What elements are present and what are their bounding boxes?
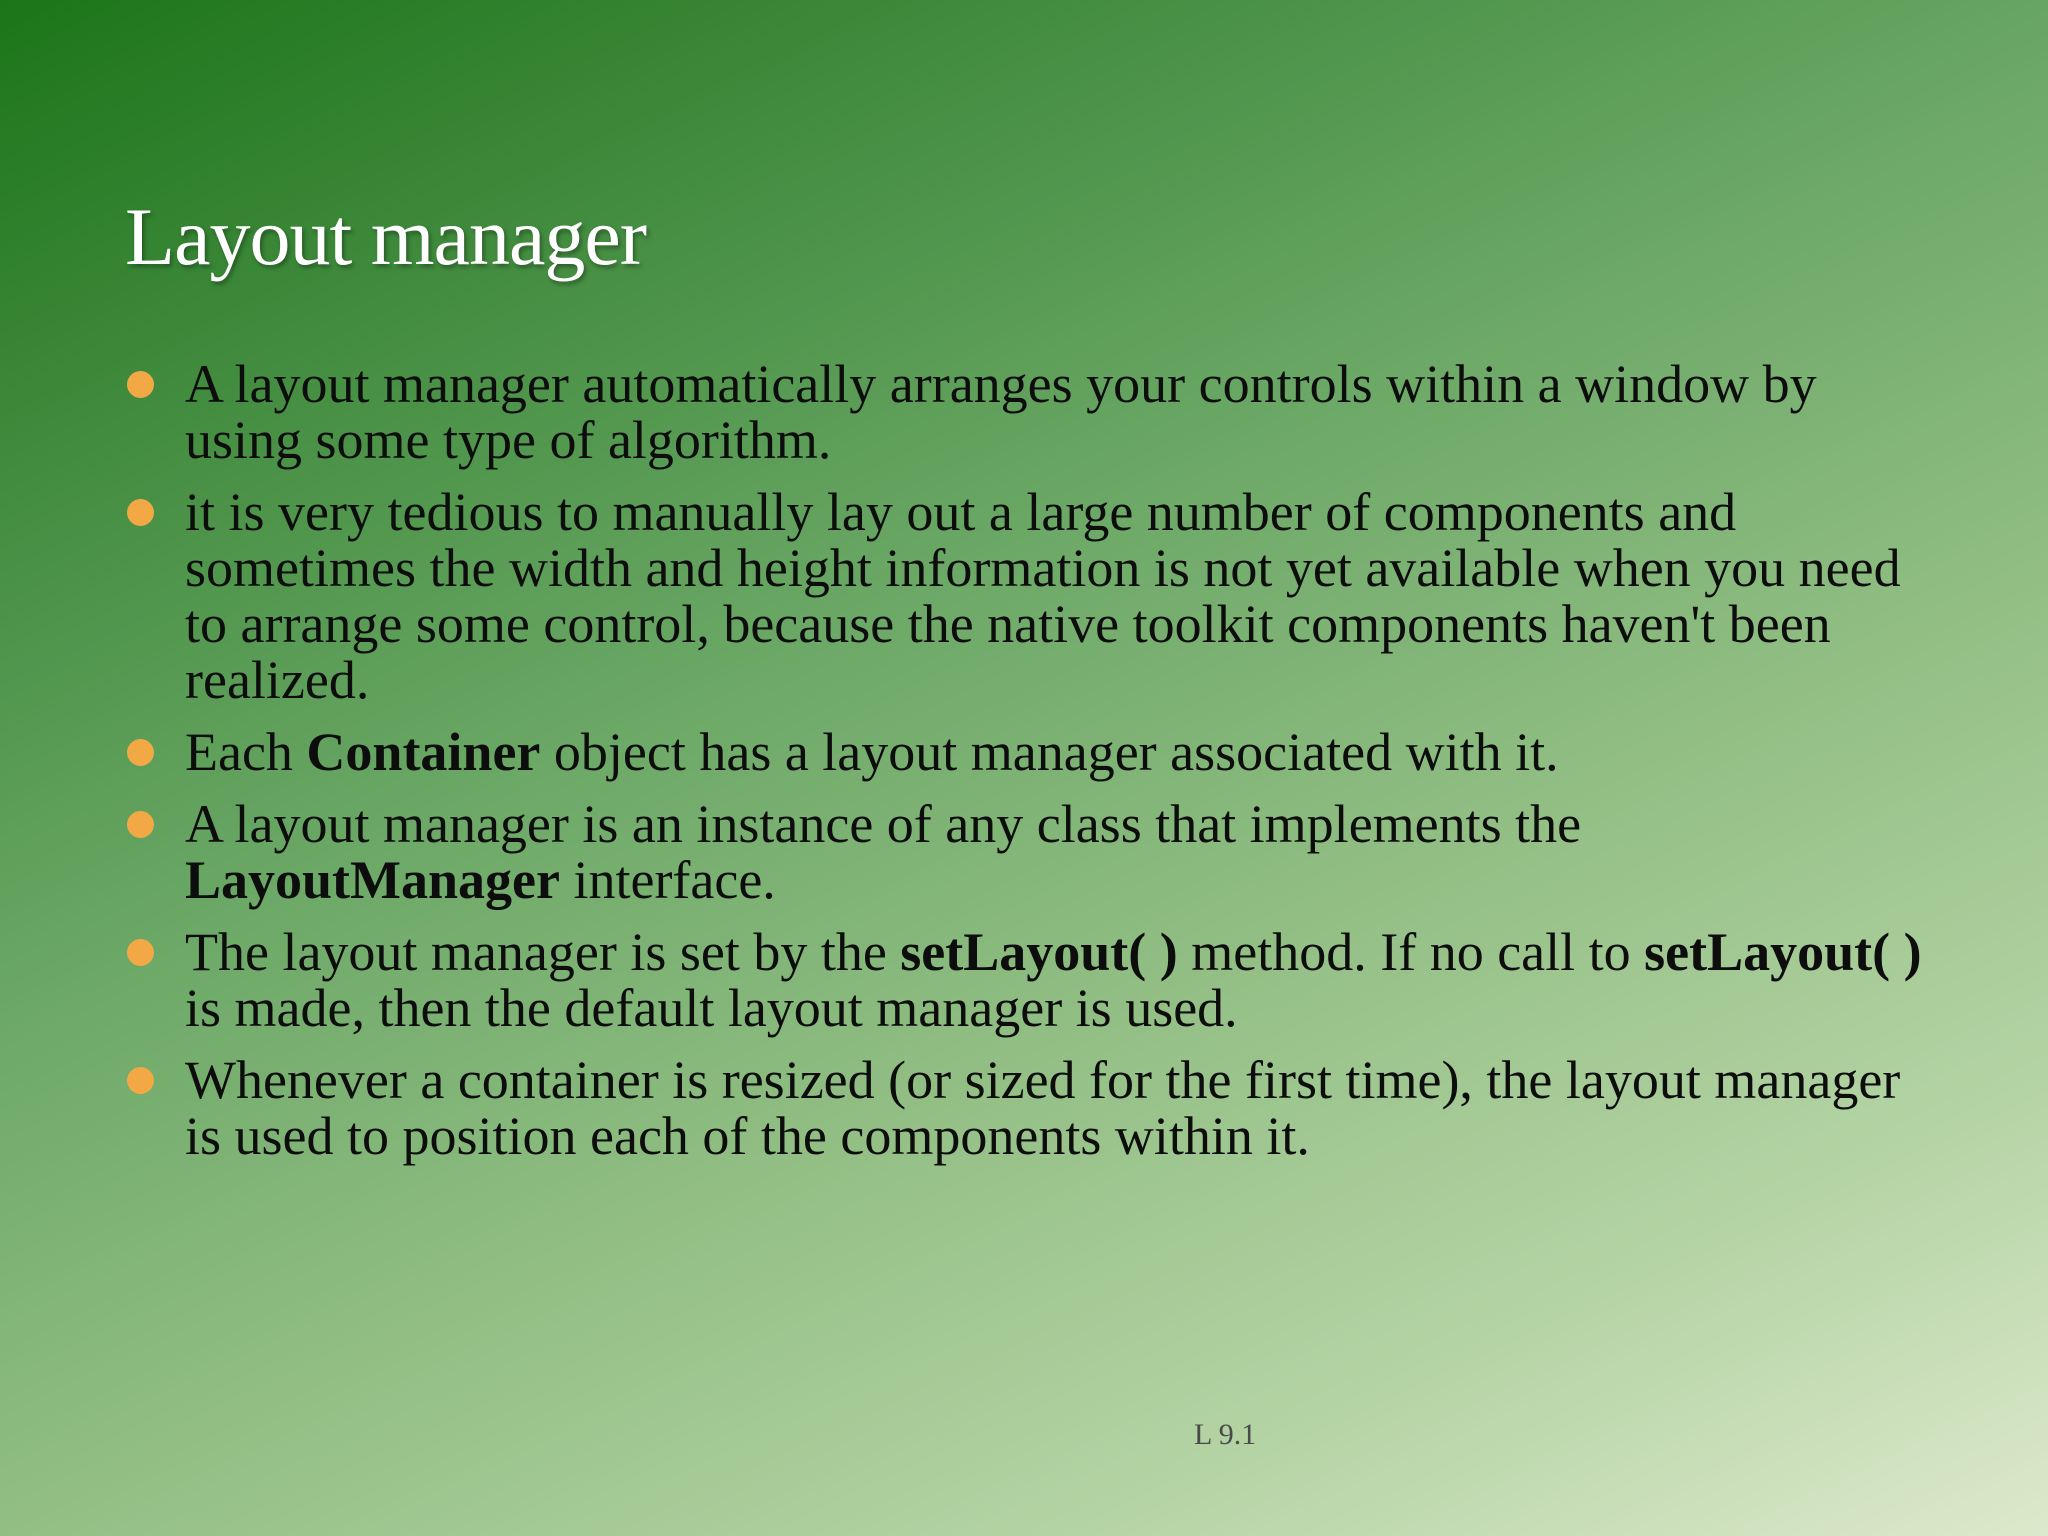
bullet-item <box>125 796 1925 908</box>
bullet-list <box>125 356 1925 1180</box>
bullet-text: method. If no call to <box>1177 922 1645 982</box>
bullet-item <box>125 724 1925 780</box>
bullet-text: A layout manager is an instance of any class that implements the <box>185 794 1582 854</box>
bullet-dot-icon <box>127 1067 154 1094</box>
bullet-dot-icon <box>127 811 154 838</box>
bullet-dot-icon <box>127 371 154 398</box>
bullet-dot-icon <box>127 939 154 966</box>
bullet-item <box>125 356 1925 468</box>
bullet-dot-icon <box>127 499 154 526</box>
slide-number: L 9.1 <box>1194 1418 1257 1451</box>
slide-title: Layout manager <box>125 191 647 282</box>
bullet-text: object has a layout manager associated with it. <box>540 722 1559 782</box>
bullet-bold-text: setLayout( ) <box>1644 922 1922 982</box>
bullet-item <box>125 924 1925 1036</box>
bullet-text: is made, then the default layout manager is used. <box>185 978 1238 1038</box>
bullet-bold-text: Container <box>306 722 541 782</box>
bullet-text: it is very tedious to manually lay out a large number of components and sometimes the width and height information is not yet available when you need to arrange some control, because the native toolkit components haven't been realized. <box>185 482 1901 710</box>
bullet-item <box>125 484 1925 708</box>
bullet-dot-icon <box>127 739 154 766</box>
bullet-text: Each <box>185 722 307 782</box>
bullet-text: interface. <box>559 850 776 910</box>
bullet-text: The layout manager is set by the <box>185 922 901 982</box>
bullet-text: A layout manager automatically arranges your controls within a window by using some type of algorithm. <box>185 354 1817 470</box>
bullet-bold-text: setLayout( ) <box>900 922 1178 982</box>
bullet-bold-text: LayoutManager <box>185 850 560 910</box>
bullet-text: Whenever a container is resized (or sized for the first time), the layout manager is used to position each of the components within it. <box>185 1050 1901 1166</box>
bullet-item <box>125 1052 1925 1164</box>
